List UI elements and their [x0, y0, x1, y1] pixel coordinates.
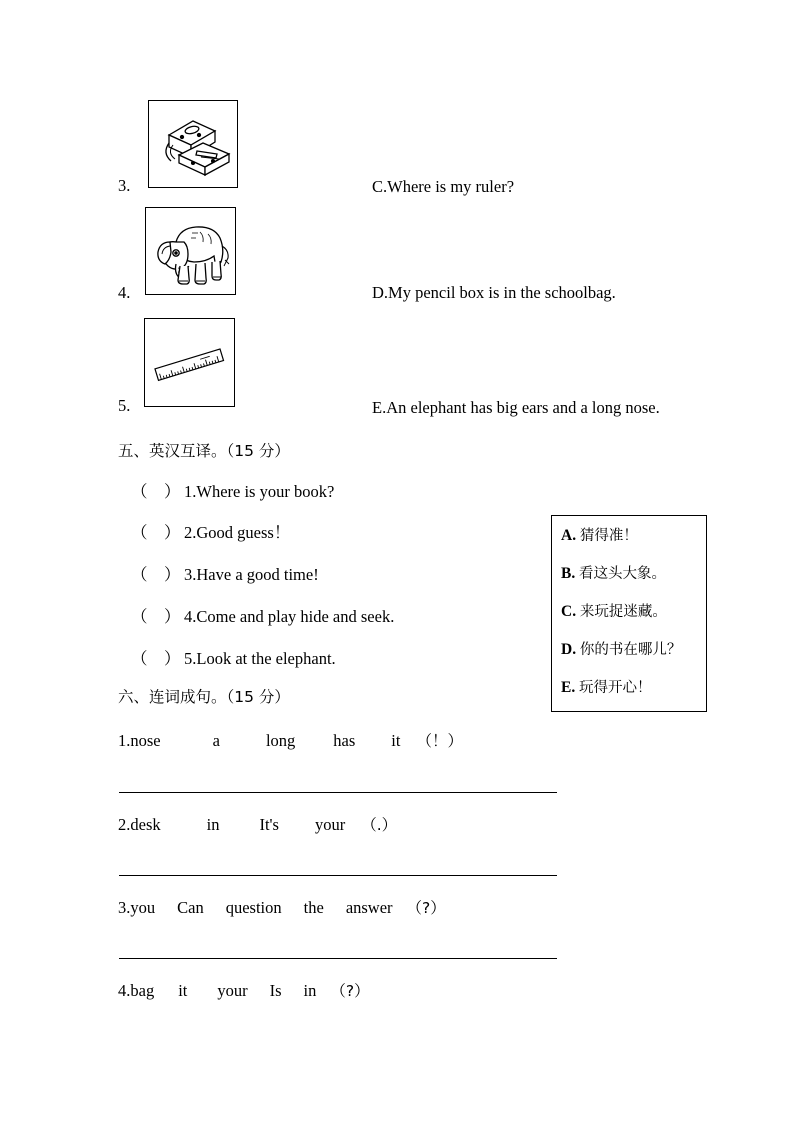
scramble-word: your	[217, 981, 248, 1000]
scramble-word: Is	[269, 981, 282, 1000]
scramble-punct: （?）	[330, 982, 370, 1000]
scramble-item-4	[118, 983, 370, 1000]
scramble-punct: （.）	[361, 816, 398, 834]
answer-choice-e-letter: E.	[561, 679, 576, 696]
scramble-item-2	[118, 817, 397, 834]
match-number-4: 4.	[118, 283, 131, 302]
translate-item-1	[131, 484, 334, 501]
answer-blank-5[interactable]: （ ）	[131, 649, 181, 668]
answer-choice-d-text: 你的书在哪儿？	[579, 642, 682, 658]
answer-blank-1[interactable]: （ ）	[131, 482, 181, 501]
scramble-item-2-number: 2.	[118, 815, 131, 834]
match-number-3: 3.	[118, 176, 131, 195]
translate-item-2-text: 2.Good guess！	[184, 523, 291, 542]
scramble-word: question	[225, 898, 282, 917]
match-option-d: D.My pencil box is in the schoolbag.	[372, 283, 616, 302]
answer-choice-a	[561, 528, 638, 544]
section-five-heading: 五、英汉互译。（15 分）	[118, 442, 290, 460]
scramble-word: answer	[345, 898, 393, 917]
scramble-item-1	[118, 733, 463, 750]
answer-choice-b-text: 看这头大象。	[578, 566, 666, 582]
answer-write-line-3[interactable]	[119, 958, 557, 959]
answer-choice-c-text: 来玩捉迷藏。	[579, 604, 667, 620]
scramble-item-1-number: 1.	[118, 731, 131, 750]
scramble-word: it	[391, 731, 401, 750]
answer-choice-e	[561, 680, 651, 696]
scramble-word: Can	[177, 898, 204, 917]
answer-write-line-1[interactable]	[119, 792, 557, 793]
scramble-word: it	[178, 981, 188, 1000]
translate-item-3	[131, 567, 319, 584]
scramble-word: in	[303, 981, 317, 1000]
answer-blank-4[interactable]: （ ）	[131, 607, 181, 626]
scramble-punct: （?）	[406, 899, 446, 917]
elephant-picture	[145, 207, 236, 295]
match-option-c: C.Where is my ruler?	[372, 177, 515, 196]
pencil-box-picture	[148, 100, 238, 188]
section-six-heading: 六、连词成句。（15 分）	[118, 688, 290, 706]
match-option-e: E.An elephant has big ears and a long nose.	[372, 398, 660, 417]
answer-choice-a-text: 猜得准！	[579, 528, 638, 544]
answer-blank-3[interactable]: （ ）	[131, 565, 181, 584]
answer-choice-c-letter: C.	[561, 603, 577, 620]
scramble-word: has	[333, 731, 356, 750]
answer-choice-b	[561, 566, 666, 582]
scramble-item-3	[118, 900, 446, 917]
scramble-word: in	[206, 815, 220, 834]
answer-write-line-2[interactable]	[119, 875, 557, 876]
scramble-item-4-number: 4.	[118, 981, 131, 1000]
translate-item-1-text: 1.Where is your book?	[184, 482, 335, 501]
answer-choice-e-text: 玩得开心！	[578, 680, 652, 696]
answer-choice-a-letter: A.	[561, 527, 577, 544]
translate-item-4	[131, 609, 394, 626]
scramble-word: the	[303, 898, 324, 917]
scramble-word: nose	[130, 731, 161, 750]
scramble-item-3-number: 3.	[118, 898, 131, 917]
scramble-word: long	[265, 731, 296, 750]
answer-choice-d	[561, 642, 681, 658]
answer-choice-box	[551, 515, 707, 712]
scramble-word: desk	[130, 815, 161, 834]
answer-choice-b-letter: B.	[561, 565, 576, 582]
translate-item-4-text: 4.Come and play hide and seek.	[184, 607, 395, 626]
translate-item-3-text: 3.Have a good time!	[184, 565, 319, 584]
answer-choice-c	[561, 604, 667, 620]
ruler-picture	[144, 318, 235, 407]
answer-choice-d-letter: D.	[561, 641, 577, 658]
answer-blank-2[interactable]: （ ）	[131, 523, 181, 542]
scramble-word: you	[130, 898, 156, 917]
scramble-word: your	[314, 815, 346, 834]
scramble-word: It's	[259, 815, 279, 834]
match-number-5: 5.	[118, 396, 131, 415]
translate-item-2	[131, 525, 290, 542]
scramble-word: bag	[130, 981, 155, 1000]
translate-item-5-text: 5.Look at the elephant.	[184, 649, 336, 668]
scramble-word: a	[212, 731, 220, 750]
scramble-punct: （！）	[416, 732, 463, 750]
translate-item-5	[131, 651, 336, 668]
